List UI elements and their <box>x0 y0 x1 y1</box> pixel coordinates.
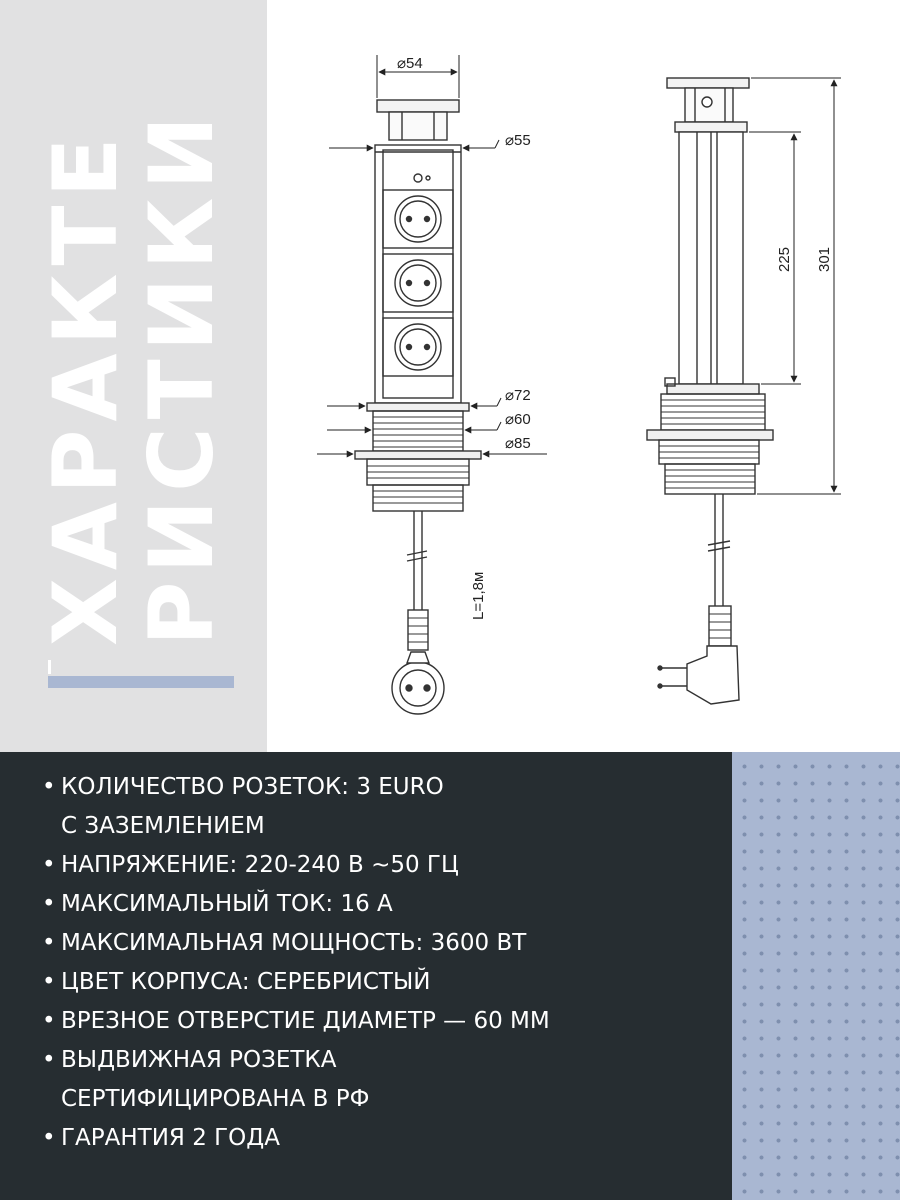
accent-bar <box>48 676 234 688</box>
dotted-decoration <box>732 752 900 1200</box>
spec-text: ВРЕЗНОЕ ОТВЕРСТИЕ ДИАМЕТР — 60 ММ <box>61 1008 550 1034</box>
drawing-svg <box>267 0 900 752</box>
spec-item <box>42 1041 722 1119</box>
spec-item <box>42 768 722 846</box>
spec-text: МАКСИМАЛЬНЫЙ ТОК: 16 А <box>61 891 393 917</box>
spec-text: ВЫДВИЖНАЯ РОЗЕТКА <box>61 1047 337 1073</box>
bullet-icon: • <box>42 891 56 917</box>
technical-drawing <box>267 0 900 752</box>
spec-item <box>42 1119 722 1158</box>
height-body-label: 225 <box>776 246 793 272</box>
dim-top-diameter: ⌀54 <box>397 55 423 72</box>
accent-tick <box>48 660 51 674</box>
bullet-icon: • <box>42 969 56 995</box>
spec-item <box>42 924 722 963</box>
spec-item <box>42 963 722 1002</box>
spec-text-continued: СЕРТИФИЦИРОВАНА В РФ <box>61 1086 370 1112</box>
spec-text: МАКСИМАЛЬНАЯ МОЩНОСТЬ: 3600 ВТ <box>61 930 527 956</box>
spec-item <box>42 885 722 924</box>
cable-length-label: L=1,8м <box>470 571 487 620</box>
side-view <box>647 78 773 704</box>
front-view <box>355 100 481 714</box>
spec-text: НАПРЯЖЕНИЕ: 220-240 В ~50 ГЦ <box>61 852 459 878</box>
bullet-icon: • <box>42 774 56 800</box>
dim-thread-diameter: ⌀60 <box>505 411 531 428</box>
dim-flange-diameter: ⌀72 <box>505 387 531 404</box>
spec-item <box>42 846 722 885</box>
spec-text: ЦВЕТ КОРПУСА: СЕРЕБРИСТЫЙ <box>61 969 431 995</box>
height-total-label: 301 <box>816 246 833 272</box>
bullet-icon: • <box>42 930 56 956</box>
dim-body-diameter: ⌀55 <box>505 132 531 149</box>
spec-text: КОЛИЧЕСТВО РОЗЕТОК: 3 EURO <box>61 774 444 800</box>
spec-text: ГАРАНТИЯ 2 ГОДА <box>61 1125 280 1151</box>
bullet-icon: • <box>42 1008 56 1034</box>
title-line-1: ХАРАКТЕ <box>34 129 137 646</box>
title-line-2: РИСТИКИ <box>130 108 233 646</box>
dim-base-diameter: ⌀85 <box>505 435 531 452</box>
bullet-icon: • <box>42 1047 56 1073</box>
bullet-icon: • <box>42 852 56 878</box>
specs-list <box>42 768 722 1158</box>
spec-text-continued: С ЗАЗЕМЛЕНИЕМ <box>61 813 265 839</box>
vertical-title <box>0 0 267 752</box>
bullet-icon: • <box>42 1125 56 1151</box>
spec-item <box>42 1002 722 1041</box>
